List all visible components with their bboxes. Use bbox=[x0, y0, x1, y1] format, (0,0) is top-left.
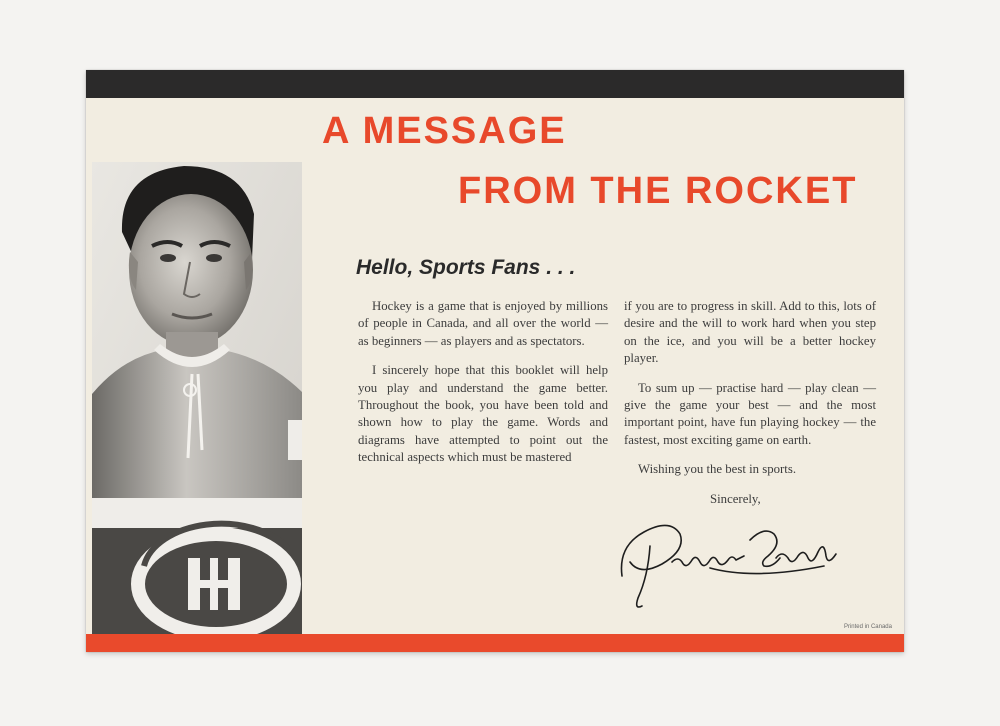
body-paragraph: To sum up — practise hard — play clean — give the game your best — and the most important point, have fun playing hockey — the fastest, most exciting game on earth. bbox=[624, 380, 876, 447]
right-text-column bbox=[624, 298, 876, 520]
printed-in-canada-note: Printed in Canada bbox=[843, 624, 892, 630]
bottom-red-band bbox=[86, 634, 904, 652]
body-paragraph: if you are to progress in skill. Add to this, lots of desire and the will to work hard when you step on the ice, and you will be a better hockey player. bbox=[624, 299, 876, 366]
headline-line-1: A MESSAGE bbox=[322, 110, 567, 152]
handwritten-signature bbox=[614, 506, 846, 616]
left-text-column bbox=[358, 298, 608, 479]
greeting-heading: Hello, Sports Fans . . . bbox=[356, 256, 576, 279]
body-paragraph: Hockey is a game that is enjoyed by millions of people in Canada, and all over the world — as beginners — as players and as spectators. bbox=[358, 299, 608, 348]
booklet-page bbox=[86, 70, 904, 652]
sign-off: Sincerely, bbox=[710, 491, 761, 506]
closing-wish: Wishing you the best in sports. bbox=[638, 462, 797, 477]
headline-line-2: FROM THE ROCKET bbox=[458, 170, 858, 212]
player-portrait-photo bbox=[92, 162, 302, 636]
body-paragraph: I sincerely hope that this booklet will help you play and understand the game better. Throughout the book, you have been told and shown how to play the game. Words and diagrams have attempted to point out the technical aspects which must be mastered bbox=[358, 363, 608, 465]
top-dark-band bbox=[86, 70, 904, 98]
